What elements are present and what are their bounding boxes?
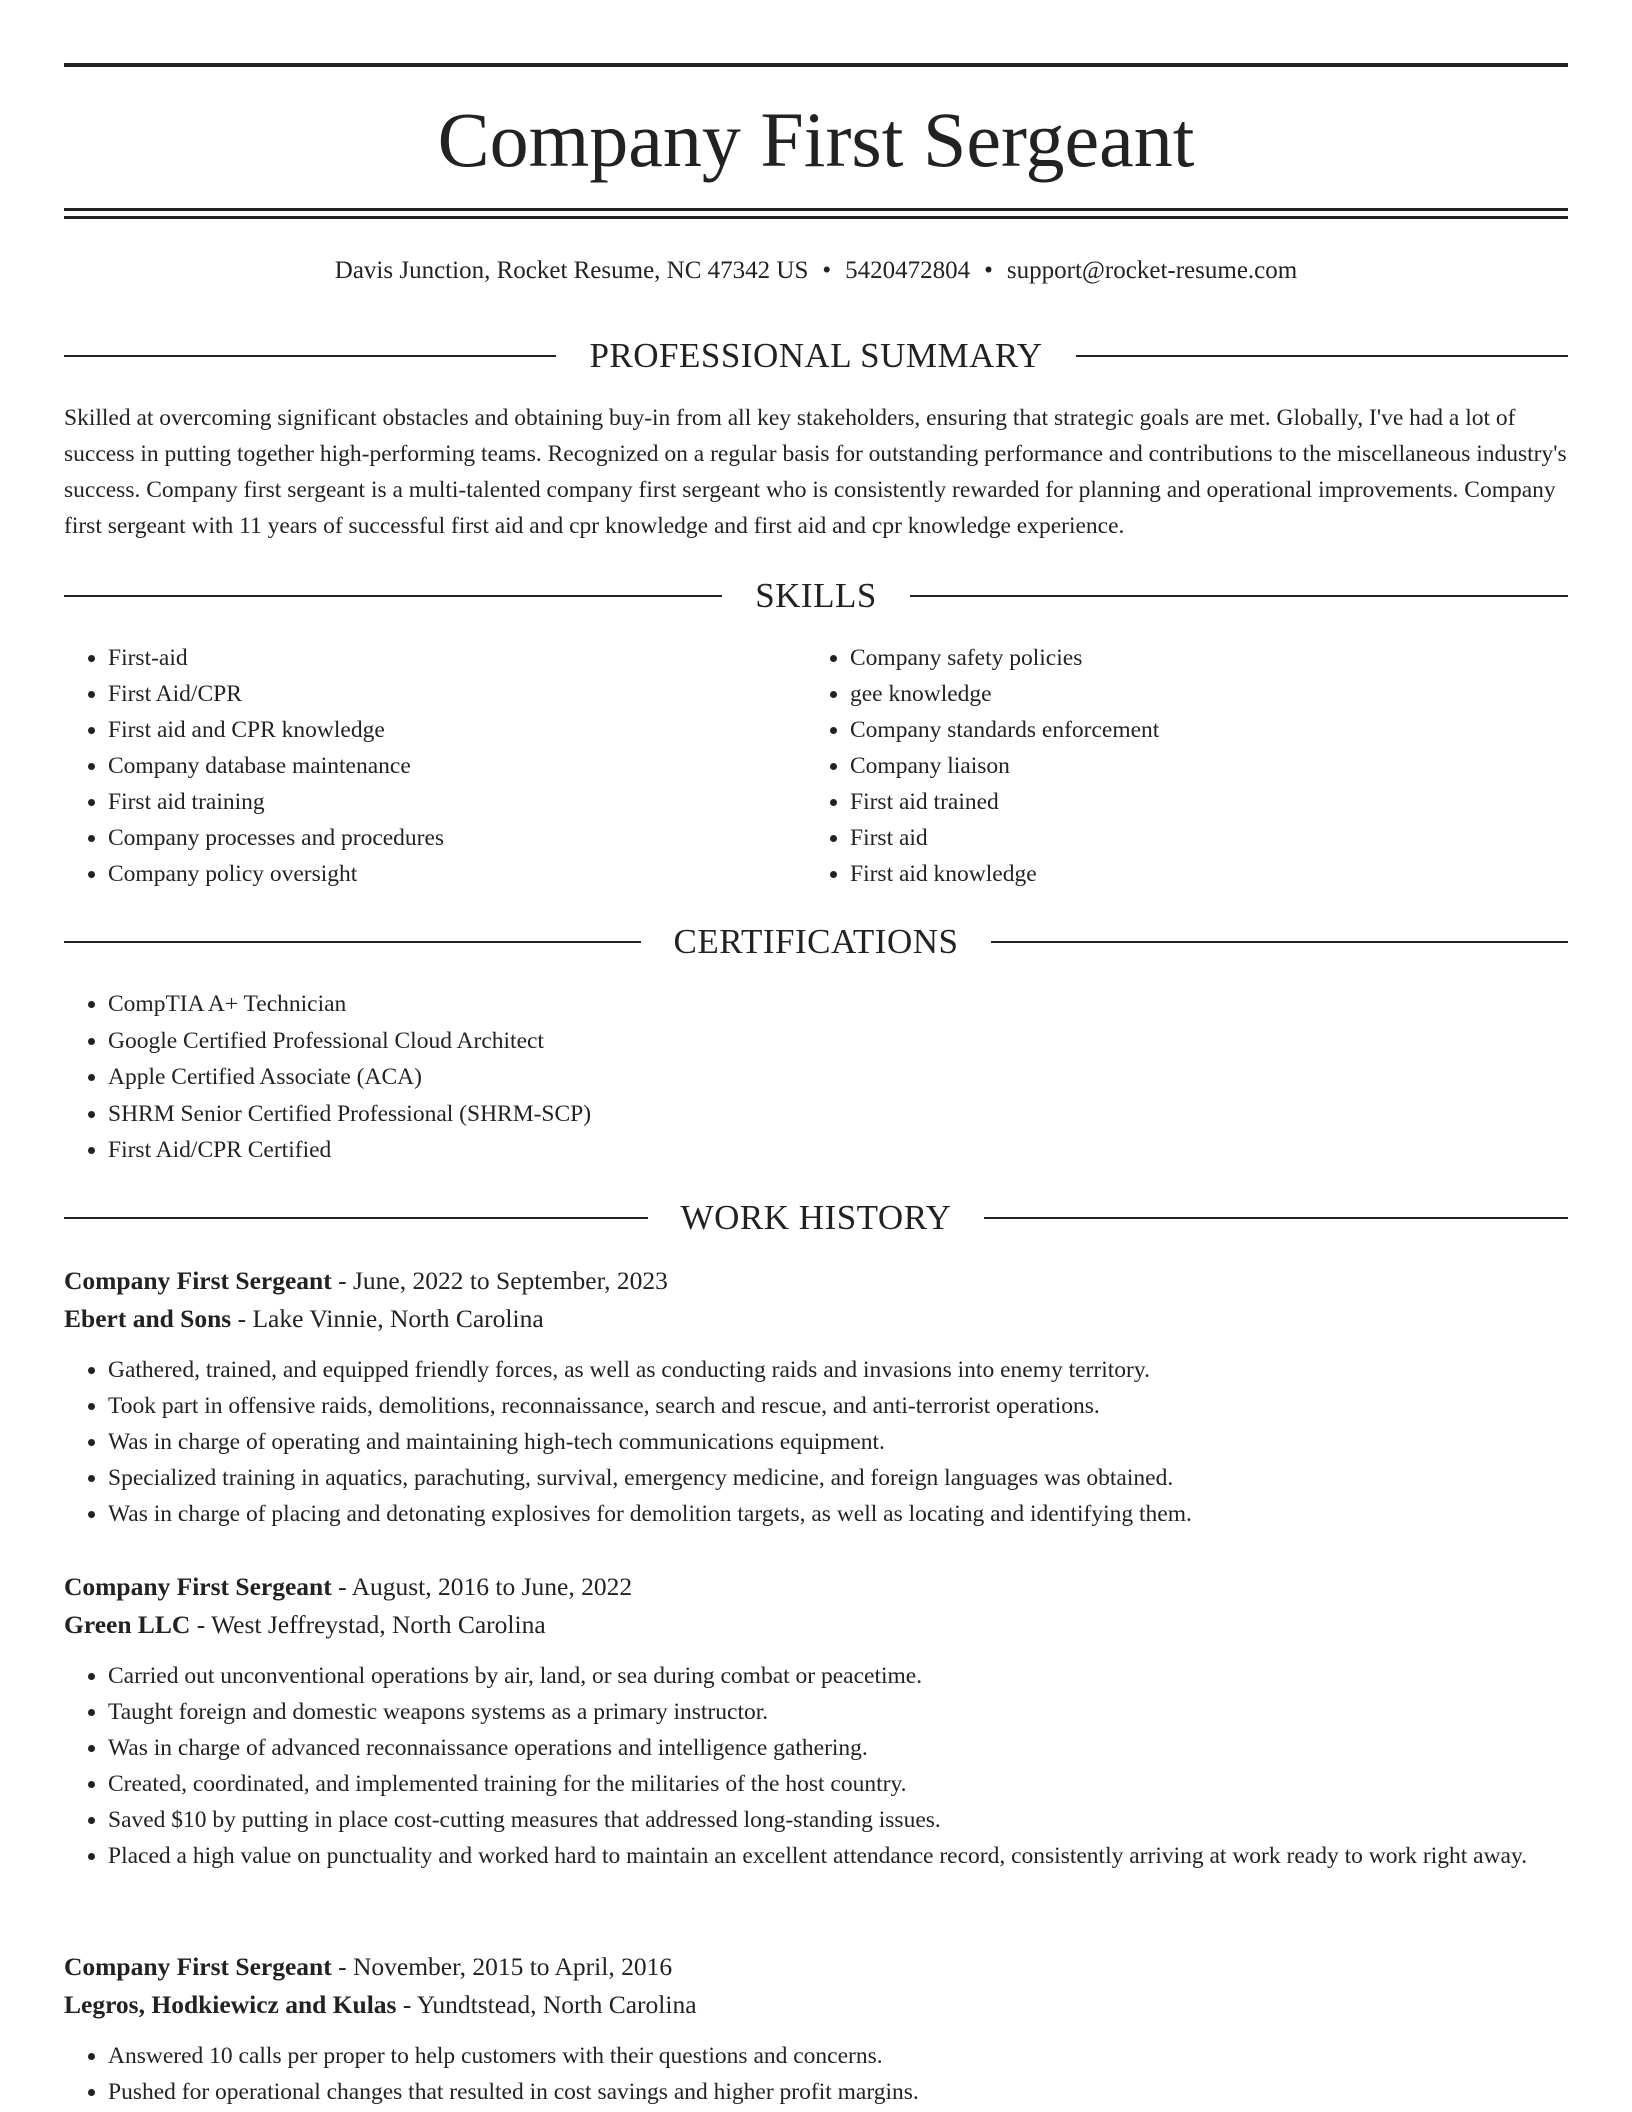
skill-item: • Company safety policies: [850, 640, 1506, 676]
job-entry: [64, 1262, 1568, 1532]
skill-item: • Company database maintenance: [108, 748, 764, 784]
contact-address: Davis Junction, Rocket Resume, NC 47342 US: [334, 257, 809, 284]
job-title-line: [64, 1568, 1568, 1606]
skills-list-left: [64, 640, 764, 892]
certifications-list: [64, 986, 1064, 1169]
section-rule-left: [64, 355, 556, 357]
section-rule-left: [64, 595, 722, 597]
certification-item: • First Aid/CPR Certified: [108, 1132, 1064, 1169]
job-company-line: [64, 1986, 1568, 2024]
contact-separator: •: [984, 257, 993, 284]
job-bullets: [64, 1352, 1568, 1532]
job-bullet: • Taught foreign and domestic weapons systems as a primary instructor.: [108, 1694, 1568, 1730]
section-title: CERTIFICATIONS: [673, 922, 959, 961]
contact-phone: 5420472804: [845, 257, 971, 284]
job-role: Company First Sergeant: [64, 1266, 332, 1295]
section-rule-left: [64, 941, 641, 943]
job-bullet: • Took part in offensive raids, demolitions, reconnaissance, search and rescue, and anti-terrorist operations.: [108, 1388, 1568, 1424]
job-bullet: • Created, coordinated, and implemented training for the militaries of the host country.: [108, 1766, 1568, 1802]
job-title-line: [64, 1262, 1568, 1300]
skill-item: • First aid: [850, 820, 1506, 856]
skill-item: • First Aid/CPR: [108, 676, 764, 712]
skills-list-right: [806, 640, 1506, 892]
job-dates: - June, 2022 to September, 2023: [331, 1266, 668, 1295]
skill-item: • First aid trained: [850, 784, 1506, 820]
job-bullet: • Answered 10 calls per proper to help customers with their questions and concerns.: [108, 2038, 1568, 2074]
contact-email: support@rocket-resume.com: [1006, 257, 1298, 284]
section-header-skills: [64, 576, 1568, 616]
skill-item: • Company processes and procedures: [108, 820, 764, 856]
certification-item: • Apple Certified Associate (ACA): [108, 1059, 1064, 1096]
job-location: - Yundtstead, North Carolina: [396, 1990, 697, 2019]
job-bullet: • Placed a high value on punctuality and worked hard to maintain an excellent attendance record, consistently arriving at work ready to work right away.: [108, 1838, 1568, 1874]
job-dates: - August, 2016 to June, 2022: [331, 1572, 633, 1601]
skill-item: • First aid and CPR knowledge: [108, 712, 764, 748]
certification-item: • CompTIA A+ Technician: [108, 986, 1064, 1023]
section-title: SKILLS: [755, 576, 877, 615]
skill-item: • First-aid: [108, 640, 764, 676]
job-company-line: [64, 1300, 1568, 1338]
skills-column-left: [64, 640, 764, 892]
job-bullet: • Specialized training in aquatics, parachuting, survival, emergency medicine, and foreign languages was obtained.: [108, 1460, 1568, 1496]
job-bullets: [64, 1658, 1568, 1874]
job-location: - Lake Vinnie, North Carolina: [231, 1304, 544, 1333]
job-bullet: • Pushed for operational changes that resulted in cost savings and higher profit margins.: [108, 2074, 1568, 2110]
job-bullet: • Was in charge of placing and detonating explosives for demolition targets, as well as locating and identifying them.: [108, 1496, 1568, 1532]
job-bullet: • Carried out unconventional operations by air, land, or sea during combat or peacetime.: [108, 1658, 1568, 1694]
job-role: Company First Sergeant: [64, 1952, 332, 1981]
section-header-certifications: [64, 922, 1568, 962]
skill-item: • gee knowledge: [850, 676, 1506, 712]
section-rule-right: [991, 941, 1568, 943]
top-rule: [64, 63, 1568, 67]
header-double-rule: [64, 208, 1568, 219]
job-company: Ebert and Sons: [64, 1304, 232, 1333]
section-rule-right: [984, 1217, 1568, 1219]
section-rule-right: [910, 595, 1568, 597]
skill-item: • First aid training: [108, 784, 764, 820]
contact-line: [64, 254, 1568, 288]
job-company: Legros, Hodkiewicz and Kulas: [64, 1990, 397, 2019]
section-title: PROFESSIONAL SUMMARY: [589, 336, 1043, 375]
skill-item: • Company standards enforcement: [850, 712, 1506, 748]
skill-item: • Company policy oversight: [108, 856, 764, 892]
job-bullet: • Saved $10 by putting in place cost-cutting measures that addressed long-standing issues.: [108, 1802, 1568, 1838]
job-bullet: • Was in charge of operating and maintaining high-tech communications equipment.: [108, 1424, 1568, 1460]
certifications-block: [64, 986, 1064, 1169]
summary-text: Skilled at overcoming significant obstacles and obtaining buy-in from all key stakeholders, ensuring that strategic goals are met. Globally, I've had a lot of success in putting together high-performing teams. Recognized on a regular basis for outstanding performance and contributions to the miscellaneous industry's success. Company first sergeant is a multi-talented company first sergeant who is consistently rewarded for planning and operational improvements. Company first sergeant with 11 years of successful first aid and cpr knowledge and first aid and cpr knowledge experience.: [64, 405, 1567, 539]
section-rule-left: [64, 1217, 648, 1219]
skills-column-right: [806, 640, 1506, 892]
job-bullet: • Gathered, trained, and equipped friendly forces, as well as conducting raids and invasions into enemy territory.: [108, 1352, 1568, 1388]
section-title: WORK HISTORY: [680, 1198, 952, 1237]
job-bullets: [64, 2038, 1568, 2110]
job-title-line: [64, 1948, 1568, 1986]
section-header-summary: [64, 336, 1568, 376]
skill-item: • Company liaison: [850, 748, 1506, 784]
job-location: - West Jeffreystad, North Carolina: [190, 1610, 546, 1639]
section-rule-right: [1076, 355, 1568, 357]
contact-separator: •: [822, 257, 832, 284]
job-bullet: • Was in charge of advanced reconnaissance operations and intelligence gathering.: [108, 1730, 1568, 1766]
candidate-name: Company First Sergeant: [437, 96, 1195, 183]
job-company: Green LLC: [64, 1610, 191, 1639]
job-dates: - November, 2015 to April, 2016: [331, 1952, 673, 1981]
certification-item: • SHRM Senior Certified Professional (SHRM-SCP): [108, 1096, 1064, 1133]
skill-item: • First aid knowledge: [850, 856, 1506, 892]
job-entry: [64, 1568, 1568, 1874]
job-company-line: [64, 1606, 1568, 1644]
section-header-work-history: [64, 1198, 1568, 1238]
certification-item: • Google Certified Professional Cloud Architect: [108, 1023, 1064, 1060]
job-role: Company First Sergeant: [64, 1572, 332, 1601]
job-entry: [64, 1948, 1568, 2110]
